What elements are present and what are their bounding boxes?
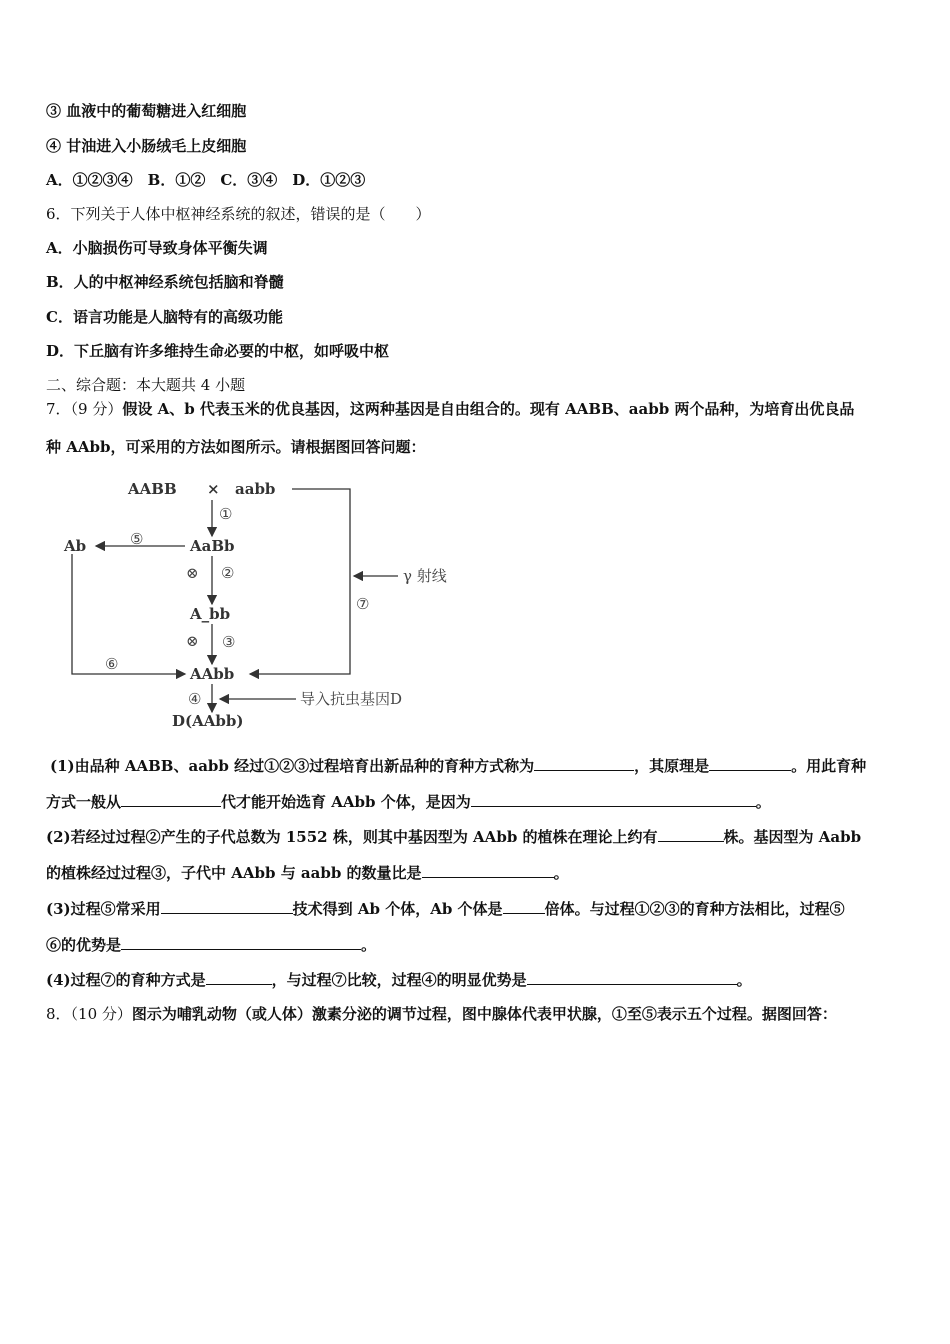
answer-blank-3[interactable] <box>121 792 221 807</box>
answer-blank-8[interactable] <box>503 899 545 914</box>
q7-part1-text-b: ，其原理是 <box>634 757 710 775</box>
step-3-label: ③ <box>222 633 236 651</box>
target-aabb: AAbb <box>190 665 235 683</box>
answer-blank-2[interactable] <box>709 756 791 771</box>
answer-blank-1[interactable] <box>534 756 634 771</box>
q7-part1-text-f: 。 <box>755 793 771 811</box>
q7-part1-text-a: (1)由品种 AABB、aabb 经过①②③过程培育出新品种的育种方式称为 <box>50 757 535 775</box>
q7-part4-text-b: ，与过程⑦比较，过程④的明显优势是 <box>271 971 527 989</box>
step-2-label: ② <box>221 564 235 582</box>
arrow-step-7 <box>250 489 350 674</box>
q6-option-d: D．下丘脑有许多维持生命必要的中枢，如呼吸中枢 <box>46 342 390 360</box>
parent-aabb-recessive: aabb <box>235 480 276 498</box>
f1-aabb: AaBb <box>190 537 235 555</box>
answer-blank-4[interactable] <box>471 792 756 807</box>
q7-part1-text-d: 方式一般从 <box>46 793 122 811</box>
q6-option-a: A．小脑损伤可导致身体平衡失调 <box>46 239 268 257</box>
q7-part2-line2 <box>46 863 569 883</box>
q7-part3-text-c: 倍体。与过程①②③的育种方法相比，过程⑤ <box>544 900 845 918</box>
result-d-aabb: D(AAbb) <box>172 712 244 730</box>
q7-stem-text1: 假设 A、b 代表玉米的优良基因，这两种基因是自由组合的。现有 AABB、aabb 两个品种，为培育出优良品 <box>122 400 855 418</box>
q7-part3-text-b: 技术得到 Ab 个体，Ab 个体是 <box>292 900 503 918</box>
q6-stem <box>46 204 431 224</box>
q7-stem-line2: 种 AAbb，可采用的方法如图所示。请根据图回答问题： <box>46 438 426 456</box>
gamma-ray-label: γ 射线 <box>403 567 447 585</box>
q7-part2-text-d: 。 <box>553 864 569 882</box>
q7-part3-text-e: 。 <box>361 936 377 954</box>
q6-option-c: C．语言功能是人脑特有的高级功能 <box>46 308 283 326</box>
q7-part3-line2 <box>46 935 376 955</box>
a-bb: A_bb <box>190 605 231 623</box>
q8-stem-text: 图示为哺乳动物（或人体）激素分泌的调节过程，图中腺体代表甲状腺，①至⑤表示五个过程。据图回答： <box>131 1005 837 1023</box>
step-5-label: ⑤ <box>130 530 144 548</box>
q6-option-b: B．人的中枢神经系统包括脑和脊髓 <box>46 273 284 291</box>
q7-part1-text-c: 。用此育种 <box>791 757 867 775</box>
q7-stem-line1 <box>46 399 854 419</box>
answer-blank-5[interactable] <box>658 827 724 842</box>
q7-part2-line1 <box>46 827 861 847</box>
q8-number: 8．（10 分） <box>46 1005 132 1023</box>
haploid-ab: Ab <box>64 537 87 555</box>
gene-import-label: 导入抗虫基因D <box>300 690 403 708</box>
selfing-symbol-2: ⊗ <box>186 632 199 650</box>
cross-symbol: × <box>207 480 220 498</box>
q7-part1-text-e: 代才能开始选育 AAbb 个体，是因为 <box>221 793 471 811</box>
step-6-label: ⑥ <box>105 655 119 673</box>
answer-blank-6[interactable] <box>422 863 554 878</box>
answer-blank-7[interactable] <box>161 899 293 914</box>
q6-stem-text: 6．下列关于人体中枢神经系统的叙述，错误的是（ ） <box>46 205 431 223</box>
q8-stem <box>46 1004 837 1024</box>
q7-part3-line1 <box>46 899 845 919</box>
q7-part1-line1 <box>50 756 866 776</box>
parent-aabb-dominant: AABB <box>128 480 177 498</box>
q7-part4-line <box>46 970 752 990</box>
option-item-3: ③ 血液中的葡萄糖进入红细胞 <box>46 102 247 120</box>
step-7-label: ⑦ <box>356 595 370 613</box>
breeding-diagram <box>0 474 950 734</box>
answer-blank-11[interactable] <box>527 970 737 985</box>
step-4-label: ④ <box>188 690 202 708</box>
q5-options: A．①②③④ B．①② C．③④ D．①②③ <box>46 171 366 189</box>
q7-part1-line2 <box>46 792 771 812</box>
q7-part4-text-a: (4)过程⑦的育种方式是 <box>46 971 206 989</box>
q7-part3-text-a: (3)过程⑤常采用 <box>46 900 161 918</box>
q7-part2-text-c: 的植株经过过程③，子代中 AAbb 与 aabb 的数量比是 <box>46 864 422 882</box>
q7-part3-text-d: ⑥的优势是 <box>46 936 122 954</box>
selfing-symbol-1: ⊗ <box>186 564 199 582</box>
answer-blank-10[interactable] <box>206 970 272 985</box>
q7-number: 7．（9 分） <box>46 400 123 418</box>
answer-blank-9[interactable] <box>121 935 361 950</box>
arrow-step-6 <box>72 554 185 674</box>
q7-part2-text-a: (2)若经过过程②产生的子代总数为 1552 株，则其中基因型为 AAbb 的植株在理论上约有 <box>46 828 658 846</box>
step-1-label: ① <box>219 505 233 523</box>
q7-part4-text-c: 。 <box>736 971 752 989</box>
option-item-4: ④ 甘油进入小肠绒毛上皮细胞 <box>46 137 247 155</box>
q7-part2-text-b: 株。基因型为 Aabb <box>723 828 862 846</box>
section-heading: 二、综合题：本大题共 4 小题 <box>46 376 246 394</box>
